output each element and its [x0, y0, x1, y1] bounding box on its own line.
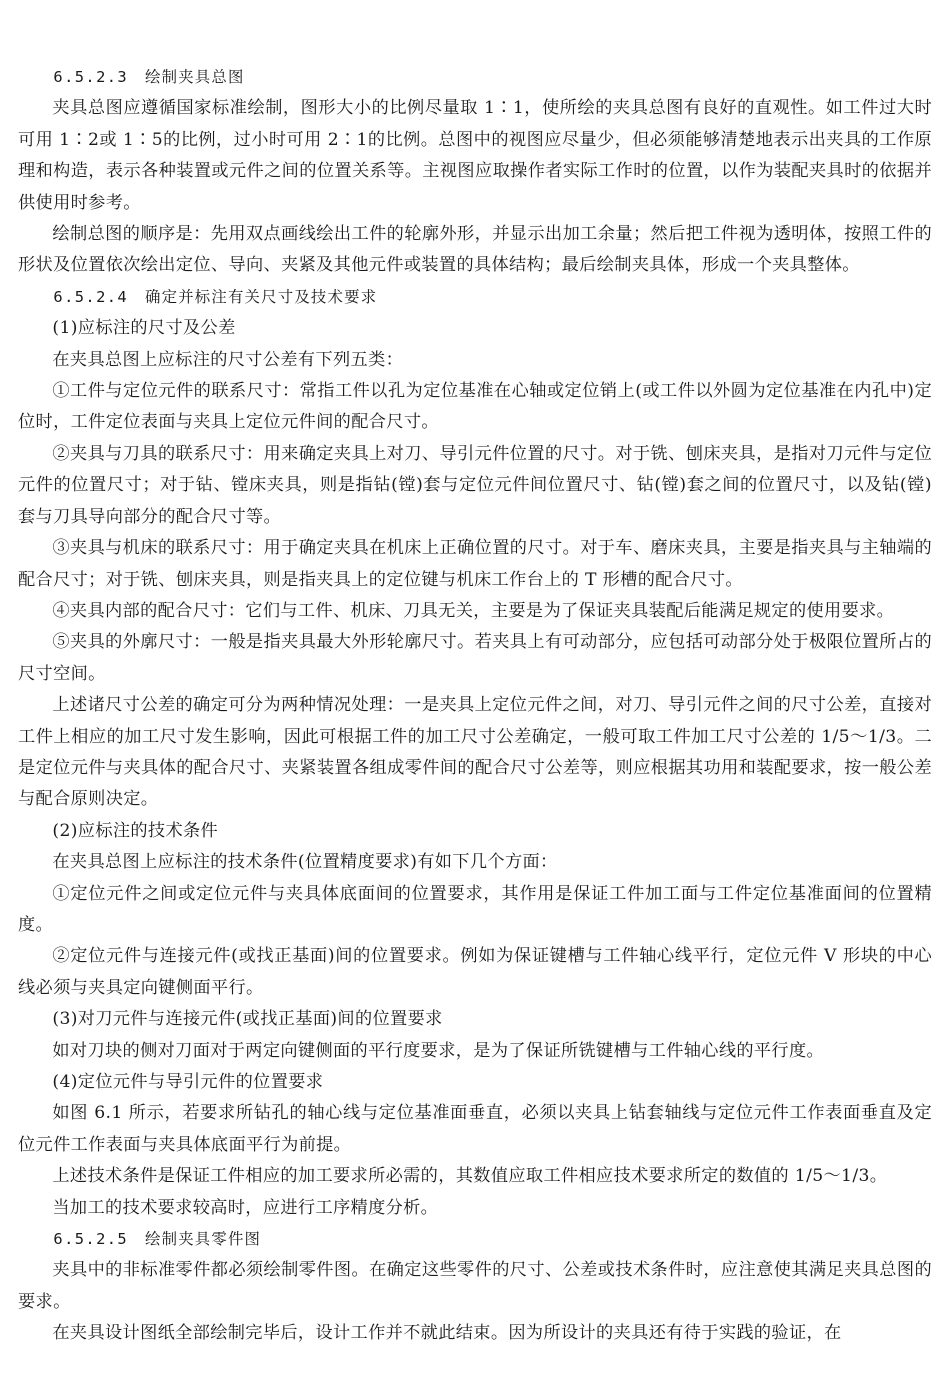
paragraph: 绘制总图的顺序是：先用双点画线绘出工件的轮廓外形，并显示出加工余量；然后把工件视为透明体，按照工件的形状及位置依次绘出定位、导向、夹紧及其他元件或装置的具体结构；最后绘制夹具体，形成一个夹具整体。 [18, 224, 932, 276]
list-item: ②夹具与刀具的联系尺寸：用来确定夹具上对刀、导引元件位置的尺寸。对于铣、刨床夹具，是指对刀元件与定位元件的位置尺寸；对于钻、镗床夹具，则是指钻(镗)套与定位元件间位置尺寸、钻(镗)套之间的位置尺寸，以及钻(镗)套与刀具导向部分的配合尺寸等。 [18, 443, 932, 527]
section-heading [18, 282, 932, 313]
paragraph: 上述技术条件是保证工件相应的加工要求所必需的，其数值应取工件相应技术要求所定的数值的 1/5～1/3。 [52, 1166, 888, 1187]
list-item: ④夹具内部的配合尺寸：它们与工件、机床、刀具无关，主要是为了保证夹具装配后能满足规定的使用要求。 [52, 600, 895, 621]
list-item: ①定位元件之间或定位元件与夹具体底面间的位置要求，其作用是保证工件加工面与工件定位基准面间的位置精度。 [18, 883, 932, 935]
subheading: (2)应标注的技术条件 [52, 820, 219, 841]
section-number: 6.5.2.3 [53, 68, 129, 86]
section-heading [18, 62, 932, 93]
paragraph: 上述诸尺寸公差的确定可分为两种情况处理：一是夹具上定位元件之间，对刀、导引元件之间的尺寸公差，直接对工件上相应的加工尺寸发生影响，因此可根据工件的加工尺寸公差确定，一般可取工件加工尺寸公差的 1/5～1/3。二是定位元件与夹具体的配合尺寸、夹紧装置各组成零件间的配合尺寸公差等，则应根据其功用和装配要求，按一般公差与配合原则决定。 [18, 695, 932, 810]
paragraph: 在夹具总图上应标注的技术条件(位置精度要求)有如下几个方面： [52, 852, 558, 873]
paragraph: 如图 6.1 所示，若要求所钻孔的轴心线与定位基准面垂直，必须以夹具上钻套轴线与定位元件工作表面垂直及定位元件工作表面与夹具体底面平行为前提。 [18, 1103, 932, 1155]
paragraph: 夹具总图应遵循国家标准绘制，图形大小的比例尽量取 1∶1，使所绘的夹具总图有良好的直观性。如工件过大时可用 1∶2或 1∶5的比例，过小时可用 2∶1的比例。总图中的视图应尽量少，但必须能够清楚地表示出夹具的工作原理和构造，表示各种装置或元件之间的位置关系等。主视图应取操作者实际工作时的位置，以作为装配夹具时的依据并供使用时参考。 [18, 98, 932, 213]
subheading: (1)应标注的尺寸及公差 [52, 318, 236, 339]
list-item: ③夹具与机床的联系尺寸：用于确定夹具在机床上正确位置的尺寸。对于车、磨床夹具，主要是指夹具与主轴端的配合尺寸；对于铣、刨床夹具，则是指夹具上的定位键与机床工作台上的 T 形槽的配合尺寸。 [18, 538, 932, 590]
section-title: 确定并标注有关尺寸及技术要求 [145, 287, 378, 306]
paragraph: 当加工的技术要求较高时，应进行工序精度分析。 [52, 1197, 439, 1218]
paragraph: 如对刀块的侧对刀面对于两定向键侧面的平行度要求，是为了保证所铣键槽与工件轴心线的平行度。 [52, 1040, 825, 1061]
paragraph: 夹具中的非标准零件都必须绘制零件图。在确定这些零件的尺寸、公差或技术条件时，应注意使其满足夹具总图的要求。 [18, 1260, 932, 1312]
paragraph: 在夹具设计图纸全部绘制完毕后，设计工作并不就此结束。因为所设计的夹具还有待于实践的验证，在 [52, 1323, 842, 1344]
document-page [18, 62, 932, 1350]
section-title: 绘制夹具总图 [145, 68, 245, 86]
list-item: ②定位元件与连接元件(或找正基面)间的位置要求。例如为保证键槽与工件轴心线平行，定位元件 V 形块的中心线必须与夹具定向键侧面平行。 [18, 946, 932, 998]
list-item: ⑤夹具的外廓尺寸：一般是指夹具最大外形轮廓尺寸。若夹具上有可动部分，应包括可动部分处于极限位置所占的尺寸空间。 [18, 632, 932, 684]
section-number: 6.5.2.4 [53, 287, 129, 306]
section-title: 绘制夹具零件图 [145, 1230, 262, 1249]
list-item: ①工件与定位元件的联系尺寸：常指工件以孔为定位基准在心轴或定位销上(或工件以外圆为定位基准在内孔中)定位时，工件定位表面与夹具上定位元件间的配合尺寸。 [18, 381, 932, 433]
section-heading [18, 1224, 932, 1255]
section-number: 6.5.2.5 [53, 1230, 129, 1249]
subheading: (3)对刀元件与连接元件(或找正基面)间的位置要求 [52, 1009, 443, 1030]
paragraph: 在夹具总图上应标注的尺寸公差有下列五类： [52, 349, 404, 370]
subheading: (4)定位元件与导引元件的位置要求 [52, 1072, 324, 1092]
